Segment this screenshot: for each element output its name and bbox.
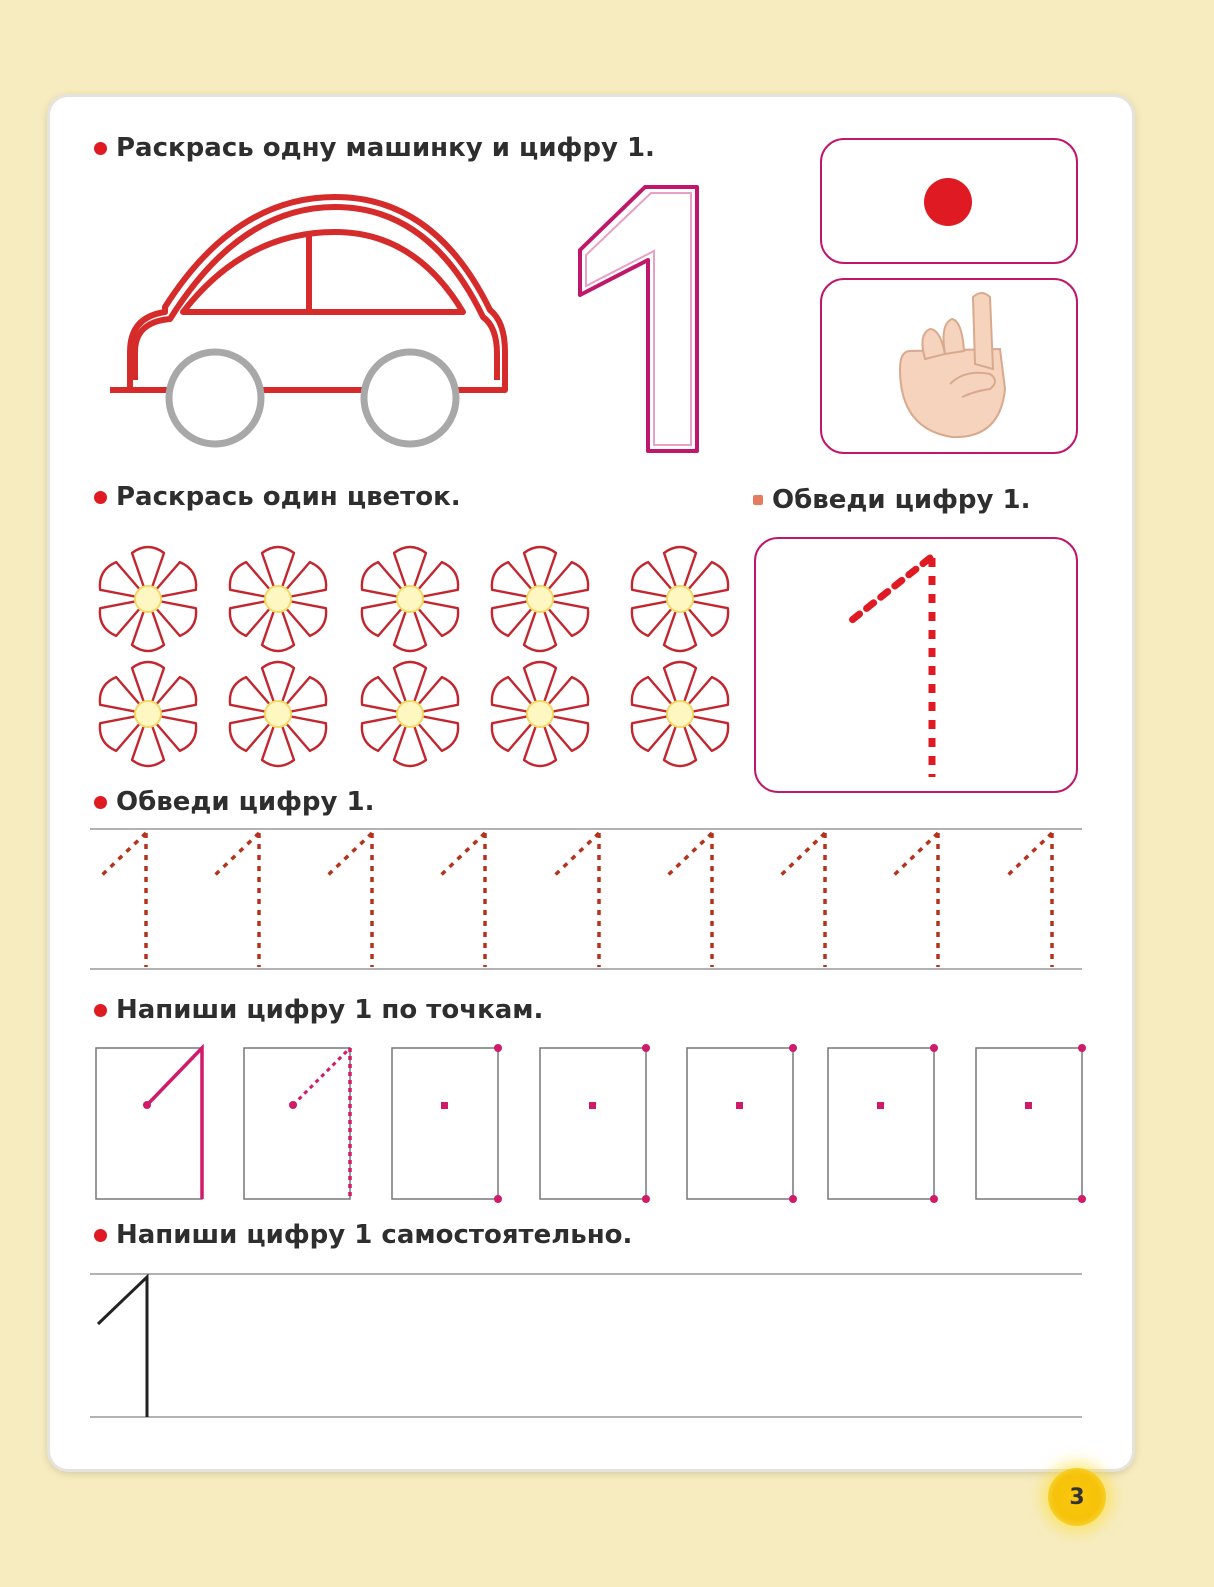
dashed-one-icon <box>100 833 146 967</box>
flower-icon <box>627 662 733 766</box>
task-color-car <box>94 133 655 163</box>
task-color-flower <box>94 482 461 512</box>
dashed-one-icon <box>1006 833 1052 967</box>
bullet-icon <box>94 1004 107 1017</box>
dashed-one-icon <box>326 833 372 967</box>
bullet-icon <box>94 796 107 809</box>
dashed-one-icon <box>779 833 825 967</box>
page-number-badge <box>1048 1468 1106 1526</box>
flower-icon <box>95 662 201 766</box>
car-outline-icon[interactable] <box>105 192 525 462</box>
task-free-label: Напиши цифру 1 самостоятельно. <box>116 1220 633 1250</box>
dashed-one-icon <box>553 833 599 967</box>
bullet-icon <box>94 142 107 155</box>
bullet-icon <box>753 495 763 505</box>
dashed-one-icon <box>892 833 938 967</box>
flower-icon <box>95 547 201 651</box>
worksheet-card <box>50 97 1132 1469</box>
dashed-one-icon <box>666 833 712 967</box>
dashed-one-icon <box>213 833 259 967</box>
flower-icon <box>627 547 733 651</box>
task-trace-big <box>753 485 1030 515</box>
red-dot-icon <box>923 177 973 227</box>
bullet-icon <box>94 1229 107 1242</box>
task-trace-row <box>94 787 374 817</box>
dot-boxes-row[interactable] <box>90 1042 1090 1207</box>
task-dots-label: Напиши цифру 1 по точкам. <box>116 995 544 1025</box>
hand-one-finger-icon <box>890 289 1015 444</box>
task-trace-row-label: Обведи цифру 1. <box>116 787 375 817</box>
dashed-one-icon <box>439 833 485 967</box>
task-color-car-label: Раскрась одну машинку и цифру 1. <box>116 133 655 163</box>
flower-icon <box>487 662 593 766</box>
task-trace-big-label: Обведи цифру 1. <box>772 485 1031 515</box>
digit-one-outline-icon[interactable] <box>575 185 705 455</box>
bullet-icon <box>94 491 107 504</box>
flower-icon <box>357 547 463 651</box>
task-color-flower-label: Раскрась один цветок. <box>116 482 461 512</box>
flower-icon <box>225 662 331 766</box>
flower-icon <box>357 662 463 766</box>
trace-row[interactable] <box>90 827 1082 972</box>
page-number: 3 <box>1069 1484 1085 1510</box>
task-free <box>94 1220 632 1250</box>
dashed-one-big[interactable] <box>840 552 950 782</box>
flower-icon <box>225 547 331 651</box>
task-dots <box>94 995 543 1025</box>
flower-grid <box>90 537 740 777</box>
free-writing-area[interactable] <box>90 1272 1082 1422</box>
flower-icon <box>487 547 593 651</box>
